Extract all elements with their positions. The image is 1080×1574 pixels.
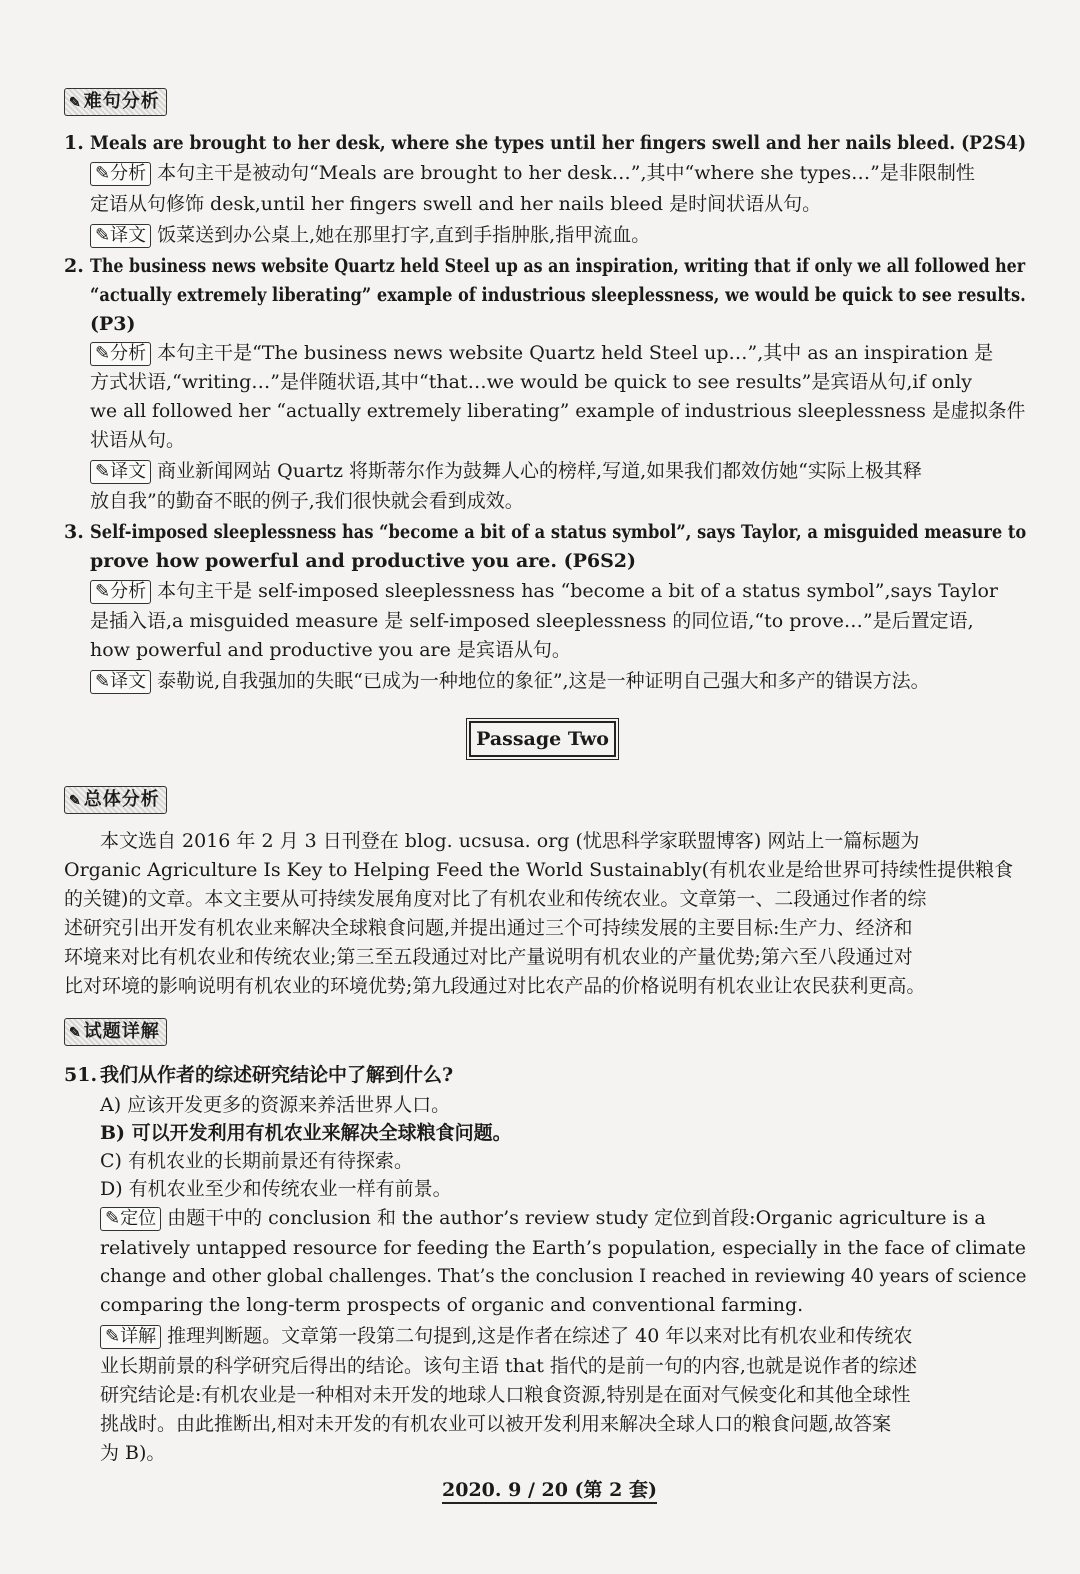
translation-tag: ✎译文 (90, 670, 151, 694)
analysis-line: ✎分析 本句主干是 self-imposed sleeplessness has “become a bit of a status symbol”,says Taylor (90, 576, 998, 606)
explain-line: 业长期前景的科学研究后得出的结论。该句主语 that 指代的是前一句的内容,也就是说作者的综述 (100, 1355, 917, 1377)
question-number: 51. (64, 1064, 98, 1086)
analysis-line: how powerful and productive you are 是宾语从句。 (90, 639, 571, 661)
option-d: D) 有机农业至少和传统农业一样有前景。 (100, 1178, 452, 1200)
pencil-icon: ✎ (69, 1025, 82, 1041)
analysis-line: ✎分析 本句主干是“The business news website Quartz held Steel up…”,其中 as an inspiration 是 (90, 338, 993, 368)
sentence-line: prove how powerful and productive you are. (P6S2) (90, 550, 637, 572)
analysis-line: 方式状语,“writing…”是伴随状语,其中“that…we would be quick to see results”是宾语从句,if only (90, 371, 973, 393)
pencil-icon: ✎ (69, 95, 82, 111)
analysis-tag: ✎分析 (90, 342, 151, 366)
paragraph-line: 的关键)的文章。本文主要从可持续发展角度对比了有机农业和传统农业。文章第一、二段通过作者的综 (64, 888, 927, 910)
locate-line: change and other global challenges. That’s the conclusion I reached in reviewing 40 years of science (100, 1265, 1027, 1287)
translation-line: 放自我”的勤奋不眠的例子,我们很快就会看到成效。 (90, 490, 524, 512)
section-header-label: 难句分析 (83, 91, 160, 112)
sentence-line: Self-imposed sleeplessness has “become a bit of a status symbol”, says Taylor, a misguided measure to (90, 521, 1027, 543)
option-b: B) 可以开发利用有机农业来解决全球粮食问题。 (100, 1122, 512, 1144)
item-number: 3. (64, 521, 84, 543)
pencil-icon: ✎ (95, 461, 111, 482)
sentence-line: (P3) (90, 313, 136, 335)
section-header-label: 试题详解 (83, 1021, 160, 1042)
explain-line: 挑战时。由此推断出,相对未开发的有机农业可以被开发利用来解决全球人口的粮食问题,故答案 (100, 1413, 892, 1435)
option-c: C) 有机农业的长期前景还有待探索。 (100, 1150, 413, 1172)
sentence-line: The business news website Quartz held Steel up as an inspiration, writing that if only we all followed her (90, 255, 1026, 277)
paragraph-line: 本文选自 2016 年 2 月 3 日刊登在 blog. ucsusa. org (忧思科学家联盟博客) 网站上一篇标题为 (100, 830, 920, 852)
explain-line: 为 B)。 (100, 1442, 166, 1464)
pencil-icon: ✎ (105, 1326, 121, 1347)
locate-line: relatively untapped resource for feeding the Earth’s population, especially in the face of climate (100, 1237, 1026, 1259)
paragraph-line: 环境来对比有机农业和传统农业;第三至五段通过对比产量说明有机农业的产量优势;第六至八段通过对 (64, 946, 913, 968)
analysis-line: 是插入语,a misguided measure 是 self-imposed sleeplessness 的同位语,“to prove…”是后置定语, (90, 610, 974, 632)
translation-tag: ✎译文 (90, 224, 151, 248)
translation-tag: ✎译文 (90, 460, 151, 484)
sentence-line: Meals are brought to her desk, where she types until her fingers swell and her nails bleed. (P2S4) (90, 132, 1027, 154)
page-footer: 2020. 9 / 20 (第 2 套) (442, 1478, 657, 1504)
option-a: A) 应该开发更多的资源来养活世界人口。 (100, 1094, 451, 1116)
analysis-tag: ✎分析 (90, 162, 151, 186)
locate-tag: ✎定位 (100, 1207, 161, 1231)
question-text: 我们从作者的综述研究结论中了解到什么? (100, 1064, 454, 1086)
sentence-line: “actually extremely liberating” example of industrious sleeplessness, we would be quick to see results. (90, 284, 1026, 306)
pencil-icon: ✎ (95, 225, 111, 246)
analysis-line: ✎分析 本句主干是被动句“Meals are brought to her desk…”,其中“where she types…”是非限制性 (90, 158, 975, 188)
section-header-question-explanation (64, 1018, 167, 1046)
explain-line: ✎详解 推理判断题。文章第一段第二句提到,这是作者在综述了 40 年以来对比有机农业和传统农 (100, 1321, 912, 1351)
pencil-icon: ✎ (105, 1208, 121, 1229)
analysis-tag: ✎分析 (90, 580, 151, 604)
pencil-icon: ✎ (95, 163, 111, 184)
explain-tag: ✎详解 (100, 1325, 161, 1349)
section-header-label: 总体分析 (83, 789, 160, 810)
translation-line: ✎译文 饭菜送到办公桌上,她在那里打字,直到手指肿胀,指甲流血。 (90, 220, 650, 250)
translation-line: ✎译文 泰勒说,自我强加的失眠“已成为一种地位的象征”,这是一种证明自己强大和多产的错误方法。 (90, 666, 930, 696)
section-header-difficult-sentences (64, 88, 167, 116)
paragraph-line: 比对环境的影响说明有机农业的环境优势;第九段通过对比农产品的价格说明有机农业让农民获利更高。 (64, 975, 926, 997)
analysis-line: 状语从句。 (90, 429, 186, 451)
pencil-icon: ✎ (95, 671, 111, 692)
pencil-icon: ✎ (95, 581, 111, 602)
item-number: 2. (64, 255, 84, 277)
pencil-icon: ✎ (95, 343, 111, 364)
section-header-overall-analysis (64, 786, 167, 814)
paragraph-line: 述研究引出开发有机农业来解决全球粮食问题,并提出通过三个可持续发展的主要目标:生产力、经济和 (64, 917, 913, 939)
locate-line: ✎定位 由题干中的 conclusion 和 the author’s review study 定位到首段:Organic agriculture is a (100, 1203, 986, 1233)
pencil-icon: ✎ (69, 793, 82, 809)
analysis-line: 定语从句修饰 desk,until her fingers swell and her nails bleed 是时间状语从句。 (90, 193, 822, 215)
paragraph-line: Organic Agriculture Is Key to Helping Feed the World Sustainably(有机农业是给世界可持续性提供粮食 (64, 859, 1014, 881)
explain-line: 研究结论是:有机农业是一种相对未开发的地球人口粮食资源,特别是在面对气候变化和其他全球性 (100, 1384, 911, 1406)
analysis-line: we all followed her “actually extremely liberating” example of industrious sleeplessness 是虚拟条件 (90, 400, 1026, 422)
translation-line: ✎译文 商业新闻网站 Quartz 将斯蒂尔作为鼓舞人心的榜样,写道,如果我们都效仿她“实际上极其释 (90, 456, 922, 486)
passage-title: Passage Two (469, 721, 616, 757)
locate-line: comparing the long-term prospects of organic and conventional farming. (100, 1294, 804, 1316)
item-number: 1. (64, 132, 84, 154)
